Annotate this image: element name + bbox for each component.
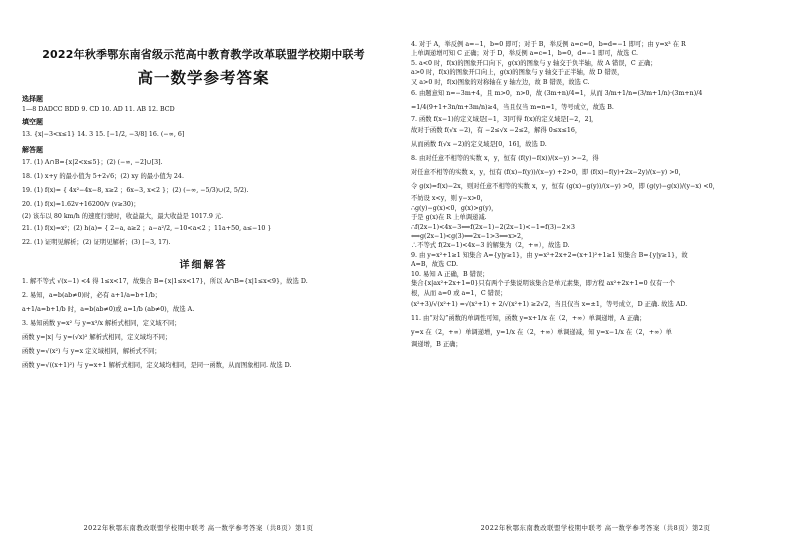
solve-line: 20. (1) f(x)=1.62v+16200/v (v≥30)； — [22, 201, 140, 209]
page-footer: 2022年秋鄂东南教改联盟学校期中联考 高一数学参考答案（共8页）第1页 — [83, 524, 314, 532]
page-title: 高一数学参考答案 — [137, 69, 270, 87]
detail-line: 11. 由“对勾”函数的单调性可知，函数 y=x+1/x 在（2，+∞）单调递增，A 正确； — [411, 314, 646, 322]
detail-line: =1/4(9+1+3n/m+3m/n)≥4，当且仅当 m=n=1，等号成立，故选 B. — [411, 104, 614, 112]
solve-line: 17. (1) A∩B={x|2<x≤5}；(2) (−∞, −2]∪[3]. — [22, 159, 163, 167]
detail-line: 从而函数 f(√x −2)的定义域是[0，16]，故选 D. — [411, 141, 547, 149]
detail-line: 3. 易知函数 y=x² 与 y=x³/x 解析式相同，定义域不同； — [22, 319, 181, 327]
detail-line: ∴不等式 f(2x−1)<4x−3 的解集为（2，+∞），故选 D. — [411, 242, 570, 250]
detail-line: 7. 函数 f(x−1)的定义域是[−1，3]可得 f(x)的定义域是[−2，2]， — [411, 116, 598, 124]
detail-line: (x²+3)/√(x²+1) =√(x²+1) + 2/√(x²+1) ≥2√2，当且仅当 x=±1，等号成立，D 正确. 故选 AD. — [411, 300, 688, 308]
detail-line: a+1/a=b+1/b 时，a=b(ab≠0)或 a=1/b (ab≠0)，故选 A. — [22, 305, 195, 313]
solve-heading: 解答题 — [22, 146, 43, 155]
detail-line: 故对于函数 f(√x −2)，有 −2≤√x −2≤2，解得 0≤x≤16， — [411, 127, 582, 135]
detail-line: 10. 易知 A 正确，B 错误； — [411, 270, 489, 278]
detail-line: 根，从而 a=0 或 a=1，C 错误； — [411, 289, 507, 297]
detail-line: 集合{x|ax²+2x+1=0}只有两个子集说明该集合是单元素集，即方程 ax²+2x+1=0 仅有一个 — [411, 280, 675, 288]
detail-line: A=B，故选 CD. — [411, 261, 458, 269]
detail-line: 6. 由题意知 n=−3m+4，且 m>0，n>0，故 (3m+n)/4=1，从而 3/m+1/n=(3/m+1/n)·(3m+n)/4 — [411, 90, 703, 98]
detail-line: ∴g(y)−g(x)<0，g(x)>g(y)， — [411, 204, 498, 212]
detail-line: 上单调递增可知 C 正确；对于 D，举反例 a=c=1，b=0，d=−1 即可，故选 C. — [411, 50, 639, 58]
detail-line: 9. 由 y=x²+1≥1 知集合 A={y|y≥1}，由 y=x²+2x+2=(x+1)²+1≥1 知集合 B={y|y≥1}，故 — [411, 251, 688, 259]
solve-line: 19. (1) f(x)= { 4x²−4x−8, x≥2 ；6x−3, x<2 }；(2) (−∞, −5/3)∪(2, 5/2). — [22, 187, 249, 195]
page-footer: 2022年秋鄂东南教改联盟学校期中联考 高一数学参考答案（共8页）第2页 — [480, 524, 711, 532]
detail-line: 调递增，B 正确； — [411, 340, 462, 348]
solve-line: 22. (1) 证明见解析；(2) 证明见解析；(3) [−3, 17). — [22, 238, 171, 246]
detail-line: 1. 解不等式 √(x−1) <4 得 1≤x<17，故集合 B={x|1≤x<17}，所以 A∩B={x|1≤x<9}，故选 D. — [22, 277, 308, 285]
detail-line: 又 a>0 时，f(x)图象的对称轴在 y 轴左边，故 B 错误，故选 C. — [411, 78, 590, 86]
fill-heading: 填空题 — [22, 118, 43, 127]
detail-line: 于是 g(x)在 R 上单调递减. — [411, 214, 487, 222]
detail-heading: 详细解答 — [179, 259, 228, 271]
answer-page-2 — [397, 0, 794, 550]
detail-line: 4. 对于 A，举反例 a=−1，b=0 即可；对于 B，举反例 a=c=0，b=d=−1 即可；由 y=x³ 在 R — [411, 41, 686, 48]
solve-line: 21. (1) f(x)=x²；(2) h(a)= { 2−a, a≥2 ；a−a²/2, −10<a<2 ；11a+50, a≤−10 } — [22, 224, 272, 232]
solve-line: (2) 该车以 80 km/h 的速度行驶时，收益最大，最大收益是 1017.9 元. — [22, 213, 224, 221]
fill-answers: 13. {x|−3<x≤1} 14. 3 15. [−1/2, −3/8] 16. (−∞, 6] — [22, 131, 185, 139]
detail-line: 8. 由对任意不相等的实数 x，y，恒有 (f(y)−f(x))/(x−y) >−2，得 — [411, 155, 599, 163]
choice-answers: 1—8 DADCC BDD 9. CD 10. AD 11. AB 12. BCD — [22, 106, 175, 113]
exam-title: 2022年秋季鄂东南省级示范高中教育教学改革联盟学校期中联考 — [42, 48, 365, 61]
detail-line: a>0 时，f(x)的图象开口向上，g(x)的图象与 y 轴交于正半轴，故 D 错误， — [411, 69, 624, 77]
detail-line: 2. 易知，a=b(ab≠0)时，必有 a+1/a=b+1/b； — [22, 291, 162, 299]
choice-heading: 选择题 — [22, 95, 43, 103]
detail-line: ⟺g(2x−1)<g(3)⟺2x−1>3⟺x>2， — [411, 233, 528, 241]
detail-line: y=x 在（2，+∞）单调递增，y=1/x 在（2，+∞）单调递减，知 y=x−1/x 在（2，+∞）单 — [411, 328, 672, 336]
detail-line: 函数 y=√(x²) 与 y=x 定义域相同，解析式不同； — [22, 347, 161, 355]
detail-line: 令 g(x)=f(x)−2x，则对任意不相等的实数 x，y，恒有 (g(x)−g(y))/(x−y) >0，即 (g(y)−g(x))/(y−x) <0， — [411, 183, 719, 191]
detail-line: 函数 y=√((x+1)²) 与 y=x+1 解析式相同，定义域均相同，是同一函数，从而图象相同. 故选 D. — [22, 361, 292, 369]
detail-line: 5. a<0 时，f(x)的图象开口向下，g(x)的图象与 y 轴交于负半轴，故 A 错误，C 正确； — [411, 59, 657, 67]
detail-line: 函数 y=|x| 与 y=(√x)² 解析式相同，定义域均不同； — [22, 333, 172, 341]
detail-line: 不妨设 x<y，则 y−x>0， — [411, 195, 487, 203]
solve-line: 18. (1) x+y 的最小值为 5+2√6；(2) xy 的最小值为 24. — [22, 173, 184, 181]
detail-line: ∴f(2x−1)<4x−3⟺f(2x−1)−2(2x−1)<−1=f(3)−2×3 — [411, 223, 576, 231]
detail-line: 对任意不相等的实数 x，y，恒有 (f(x)−f(y))/(x−y) +2>0，即 (f(x)−f(y)+2x−2y)/(x−y) >0， — [411, 169, 685, 177]
